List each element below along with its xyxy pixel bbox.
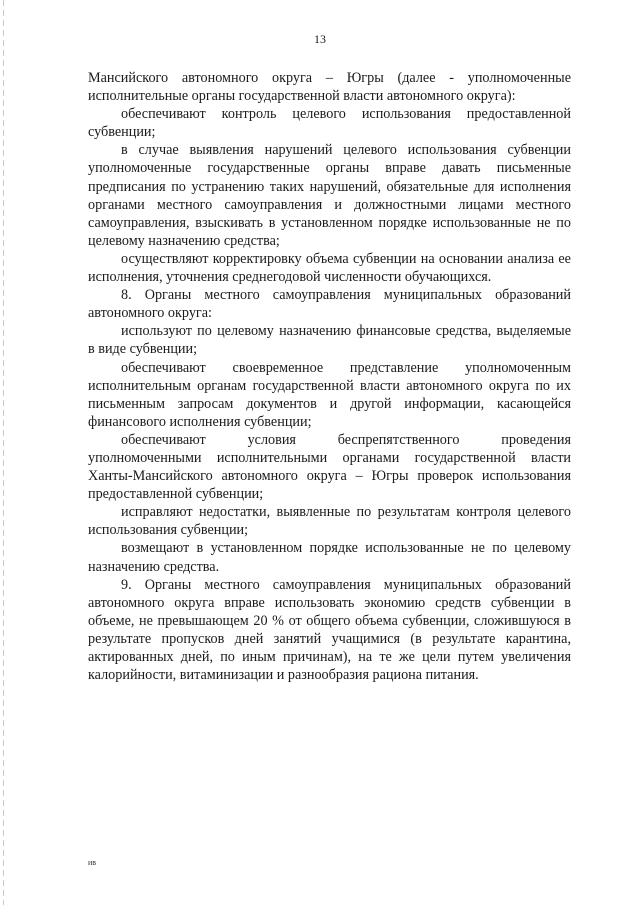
paragraph-7: обеспечивают своевременное представление уполномоченным исполнительным органам государственной власти автономного округа по их письменным запросам документов и другой информации, касающейся финансового исполнения субвенции; bbox=[88, 359, 571, 430]
paragraph-11-clause-9: 9. Органы местного самоуправления муниципальных образований автономного округа вправе использовать экономию средств субвенции в объеме, не превышающем 20 % от общего объема субвенции, сложившуюся в результате пропусков дней занятий учащимися (в результате карантина, актированных дней, по иным причинам), на те же цели путем увеличения калорийности, витаминизации и разнообразия рациона питания. bbox=[88, 576, 571, 684]
document-body bbox=[88, 69, 571, 684]
paragraph-3: в случае выявления нарушений целевого использования субвенции уполномоченные государственные органы вправе давать письменные предписания по устранению таких нарушений, обязательные для исполнения органами местного самоуправления и должностными лицами местного самоуправления, взыскивать в установленном порядке использованные не по целевому назначению средства; bbox=[88, 142, 571, 249]
page-number: 13 bbox=[314, 32, 326, 46]
footer-mark: ив bbox=[88, 858, 97, 867]
scan-edge-line bbox=[3, 0, 4, 905]
paragraph-8: обеспечивают условия беспрепятственного проведения уполномоченными исполнительными органами государственной власти Ханты-Мансийского автономного округа – Югры проверок использования предоставленной субвенции; bbox=[88, 431, 571, 503]
paragraph-9: исправляют недостатки, выявленные по результатам контроля целевого использования субвенции; bbox=[88, 504, 571, 539]
paragraph-6: используют по целевому назначению финансовые средства, выделяемые в виде субвенции; bbox=[88, 323, 571, 358]
paragraph-2: обеспечивают контроль целевого использования предоставленной субвенции; bbox=[88, 106, 571, 141]
paragraph-4: осуществляют корректировку объема субвенции на основании анализа ее исполнения, уточнения среднегодовой численности обучающихся. bbox=[88, 250, 571, 286]
paragraph-10: возмещают в установленном порядке использованные не по целевому назначению средства. bbox=[88, 540, 571, 575]
paragraph-5-clause-8: 8. Органы местного самоуправления муниципальных образований автономного округа: bbox=[88, 287, 571, 322]
paragraph-1: Мансийского автономного округа – Югры (далее - уполномоченные исполнительные органы государственной власти автономного округа): bbox=[88, 70, 571, 105]
